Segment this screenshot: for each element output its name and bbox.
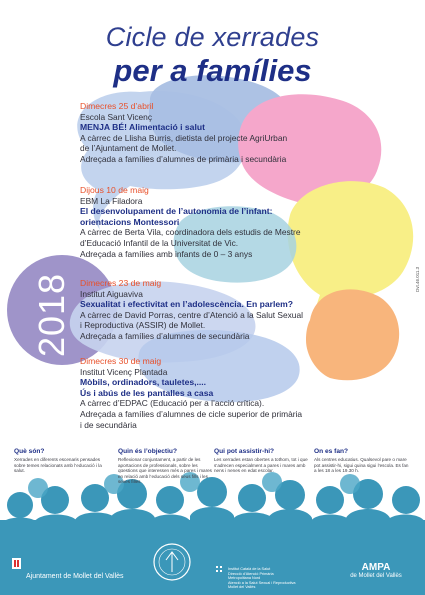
- info-heading: Quin és l’objectiu?: [118, 448, 177, 455]
- event-detail: Adreçada a famílies d’alumnes de secundària: [80, 330, 250, 341]
- ics-line: Direcció d’Atenció Primària: [228, 571, 274, 576]
- info-text: Xerrades en diferents escenaris pensades sobre temes relacionats amb l’educació i la salut.: [14, 457, 102, 474]
- event-place: EBM La Filadora: [80, 195, 143, 206]
- info-text: Reflexionar conjuntament, a partir de les aportacions de professionals, sobre les qüestions que interessen més a pares i mares en relació amb l’educació dels seus fills i les seves filles.: [118, 457, 212, 485]
- info-heading: Qui pot assistir-hi?: [214, 448, 275, 455]
- event-detail: Adreçada a famílies amb infants de 0 – 3 anys: [80, 248, 253, 259]
- event-detail: i de secundària: [80, 419, 137, 430]
- event-3: [80, 278, 340, 342]
- info-where: [314, 448, 409, 474]
- event-topic: orientacions Montessori: [80, 216, 180, 227]
- info-who: [214, 448, 309, 474]
- event-detail: Adreçada a famílies d’alumnes de cicle superior de primària: [80, 408, 303, 419]
- ics-line: Metropolitana Nord: [228, 576, 261, 581]
- event-date: Dimecres 30 de maig: [80, 356, 162, 366]
- info-text: Als centres educatius. Qualsevol pare o mare pot assistir-hi, sigui quina sigui l’escola. Es fan a les 18 a les 19.30 h.: [314, 457, 409, 474]
- event-1: [80, 101, 340, 165]
- event-topic: MENJA BÉ! Alimentació i salut: [80, 122, 205, 133]
- event-topic: Ús i abús de les pantalles a casa: [80, 387, 214, 398]
- ics-line: Mollet del Vallès: [228, 585, 256, 590]
- title-line-2: per a famílies: [113, 53, 312, 88]
- ics-logo-text: [228, 567, 303, 590]
- ampa-logo-big: AMPA: [361, 562, 391, 573]
- side-code: Dvt.46.011.3: [415, 266, 420, 292]
- event-detail: de l’Ajuntament de Mollet.: [80, 143, 177, 154]
- info-heading: Què són?: [14, 448, 45, 455]
- ampa-logo: [335, 562, 417, 579]
- ajuntament-logo-icon: [12, 558, 21, 569]
- info-objective: [118, 448, 213, 485]
- ajuntament-logo: Ajuntament de Mollet del Vallès: [26, 573, 124, 580]
- year-badge: [22, 256, 82, 366]
- info-text: Les xerrades estan obertes a tothom, tot i que s’adrecen especialment a pares i mares amb nens i nenes en edat escolar.: [214, 457, 308, 474]
- event-date: Dijous 10 de maig: [80, 185, 149, 195]
- event-topic: Sexualitat i efectivitat en l’adolescència. En parlem?: [80, 299, 294, 310]
- event-4: [80, 356, 340, 430]
- event-date: Dimecres 23 de maig: [80, 278, 162, 288]
- event-place: Institut Aiguaviva: [80, 288, 143, 299]
- event-detail: A càrrec d’EDPAC (Educació per a l’acció crítica).: [80, 398, 265, 409]
- event-detail: A càrrec de Berta Vila, coordinadora dels estudis de Mestre: [80, 227, 301, 238]
- info-heading: On es fan?: [314, 448, 349, 455]
- info-what: [14, 448, 109, 474]
- year-text: 2018: [31, 272, 72, 358]
- event-topic: El desenvolupament de l’autonomia de l’infant:: [80, 206, 273, 217]
- event-detail: i Reproductiva (ASSIR) de Mollet.: [80, 320, 206, 331]
- ics-line: Institut Català de la Salut: [228, 567, 271, 571]
- event-place: Institut Vicenç Plantada: [80, 366, 168, 377]
- ampa-logo-small: de Mollet del Vallès: [350, 573, 402, 579]
- event-place: Escola Sant Vicenç: [80, 111, 153, 122]
- event-topic: Mòbils, ordinadors, tauletes,....: [80, 377, 207, 388]
- event-detail: d’Educació Infantil de la Universitat de Vic.: [80, 237, 239, 248]
- event-detail: A càrrec de David Porras, centre d’Atenció a la Salut Sexual: [80, 309, 303, 320]
- event-2: [80, 185, 340, 259]
- event-detail: Adreçada a famílies d’alumnes de primària i secundària: [80, 153, 287, 164]
- event-detail: A càrrec de Llisha Burris, dietista del projecte AgriUrban: [80, 132, 288, 143]
- ics-line: Atenció a la Salut Sexual i Reproductiva: [228, 580, 296, 585]
- event-date: Dimecres 25 d’abril: [80, 101, 154, 111]
- title-line-1: Cicle de xerrades: [105, 22, 320, 52]
